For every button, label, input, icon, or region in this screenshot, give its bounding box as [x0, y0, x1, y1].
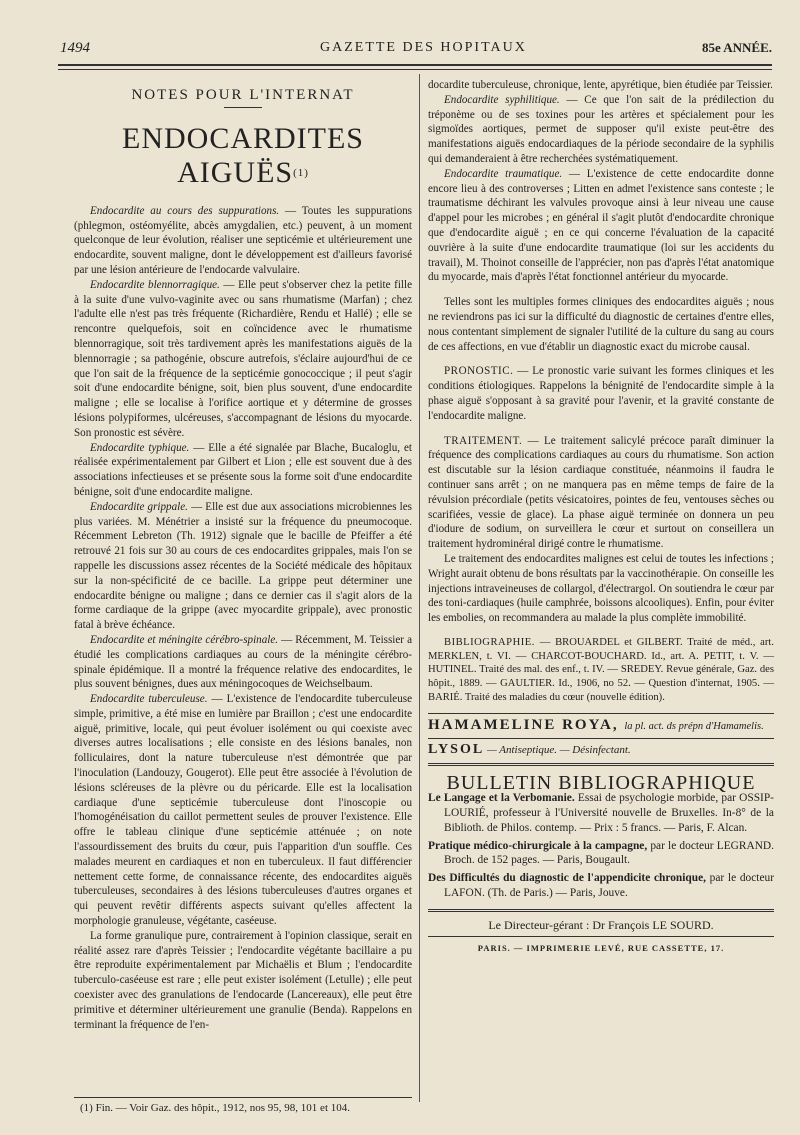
spacer [428, 285, 774, 295]
paragraph-text: La forme granulique pure, contrairement à l'opinion classique, serait en réalité assez rare d'après Teissier ; l'endocardite végétante bacillaire a pu être reproduite expérimentalement par Michaëlis et Blum ; l'endocardite tuberculo-caséeuse est rare ; elle peut exister isolément (Letulle) ; elle peut coexister avec des granulations de l'endocarde (Lancereaux), elle peut être primitive et déterminer ultérieurement une granulie (Benda). Rappelons en terminant la fréquence de l'en- [74, 929, 412, 1031]
paragraph-lead: Endocardite et méningite cérébro-spinale. [90, 633, 279, 646]
paragraph-lead: Endocardite syphilitique. [444, 93, 560, 106]
column-divider [419, 74, 420, 1102]
paragraph-pronostic [428, 364, 774, 423]
ad-hamameline-name: HAMAMELINE ROYA, [428, 716, 619, 733]
spacer [428, 424, 774, 434]
bulletin-entry [428, 839, 774, 869]
paragraph-bibliographie [428, 636, 774, 705]
ad-lysol-name: LYSOL [428, 741, 485, 757]
paragraph-traitement-malignes [428, 552, 774, 626]
footnote-rule [74, 1097, 412, 1098]
article-title-text: ENDOCARDITES AIGUËS [122, 121, 364, 189]
paragraph-traumatique [428, 167, 774, 285]
bulletin-title: BULLETIN BIBLIOGRAPHIQUE [446, 772, 756, 795]
paragraph-traitement [428, 434, 774, 552]
paragraph-text: — Récemment, M. Teissier a étudié les complications cardiaques au cours de la méningite cérébro-spinale épidémique. Il a montré la fréquence relative des endocardites, le plus souvent bénignes, dues aux méningocoques de Weichselbaum. [74, 633, 412, 691]
paragraph-syphilitique [428, 93, 774, 167]
double-rule [428, 763, 774, 766]
entry-text: par le docteur LAFON. (Th. de Paris.) — Paris, Jouve. [444, 872, 774, 900]
ad-hamameline [428, 718, 774, 735]
entry-title: Des Difficultés du diagnostic de l'appendicite chronique, [428, 872, 706, 885]
spacer [428, 626, 774, 636]
journal-title: GAZETTE DES HOPITAUX [320, 40, 527, 55]
section-rule [224, 107, 262, 108]
entry-title: Pratique médico-chirurgicale à la campagne, [428, 839, 648, 852]
paragraph-suppurations [74, 204, 412, 278]
paragraph-continuation [428, 78, 774, 93]
paragraph-text: — Elle peut s'observer chez la petite fille à la suite d'une vulvo-vaginite avec ou sans rhumatisme (Marfan) ; chez l'adulte elle n'est pas très fréquente (Richardière, Rendu et Hallé) ; elle se rencontre quelquefois, soit en coïncidence avec le rhumatisme blennorragique, soit très tardivement après les manifestations aiguës de la blennorragie ; sa pathogénie, obscure autrefois, s'éclaire aujourd'hui de ce que l'on sait de la fréquence de la septicémie gonococcique ; il peut s'agir soit d'une endocardite bénigne, soit, bien plus souvent, d'une endocardite maligne ; elle se localise à l'orifice aortique et y détermine de grosses lésions polypiformes, ulcéreuses, s'accompagnant de lésions du myocarde. Son pronostic est sévère. [74, 278, 412, 439]
double-rule [428, 909, 774, 912]
paragraph-summary [428, 295, 774, 354]
entry-text: par le docteur LEGRAND. Broch. de 152 pages. — Paris, Bougault. [444, 839, 775, 867]
running-head [60, 38, 772, 64]
paragraph-text: — Toutes les suppurations (phlegmon, ostéomyélite, abcès amygdalien, etc.) peuvent, à un moment quelconque de leur évolution, réaliser une septicémie et ultérieurement une endocardite, souvent maligne, dont le développement est d'ailleurs favorisé par une lésion antérieure de l'endocarde valvulaire. [74, 204, 412, 276]
printer-rule [428, 936, 774, 937]
title-footnote-marker: (1) [293, 166, 309, 179]
paragraph-lead: Endocardite blennorragique. [90, 278, 220, 291]
paragraph-lead: Endocardite grippale. [90, 500, 188, 513]
paragraph-granulique [74, 929, 412, 1033]
director-line: Le Directeur-gérant : Dr François LE SOURD. [488, 917, 714, 932]
paragraph-lead: PRONOSTIC. [444, 365, 514, 378]
paragraph-grippale [74, 500, 412, 633]
paragraph-text: — Le pronostic varie suivant les formes cliniques et les conditions étiologiques. Rappelons la bénignité de l'endocardite simple à la phase aiguë s'opposant à sa gravité pour l'avenir, et la gravité constante de l'endocardite maligne. [428, 365, 774, 422]
right-column [428, 78, 774, 955]
page-number: 1494 [60, 40, 90, 56]
paragraph-typhique [74, 441, 412, 500]
left-column [74, 88, 412, 1032]
ad-lysol [428, 743, 774, 758]
paragraph-lead: Endocardite traumatique. [444, 167, 563, 180]
ad-rule [428, 738, 774, 739]
paragraph-lead: BIBLIOGRAPHIE. [444, 636, 535, 648]
paragraph-blennorragique [74, 278, 412, 441]
paragraph-text: — L'existence de cette endocardite donne encore lieu à des controverses ; Litten en admet l'existence sans conteste ; le traumatisme déchirant les valvules provoque ainsi à leur niveau une cause d'appel pour les microbes ; en général il s'agit plutôt d'endocardite chronique que d'endocardite aiguë ; en ce qui concerne l'évaluation de la capacité ouvrière à la suite d'une endocardite traumatique (loi sur les accidents du travail), M. Thoinot conseille de l'apprécier, non pas d'après l'état anatomique du myocarde, mais d'après l'état fonctionnel antérieur du myocarde. [428, 167, 774, 284]
footnote: (1) Fin. — Voir Gaz. des hôpit., 1912, nos 95, 98, 101 et 104. [80, 1102, 350, 1114]
paragraph-lead: Endocardite typhique. [90, 441, 190, 454]
bulletin-entry [428, 871, 774, 901]
paragraph-text: Le traitement des endocardites malignes est celui de toutes les infections ; Wright aurait obtenu de bons résultats par la vaccinothérapie. On conseille les injections intraveineuses de collargol, d'électrargol. On soutiendra le cœur par des toni-cardiaques (huile camphrée, boissons alcooliques). Enfin, pour éviter les embolies, on recommandera au malade la plus complète immobilité. [428, 552, 774, 625]
year-label: 85e ANNÉE. [701, 40, 772, 55]
ad-lysol-desc: — Antiseptique. — Désinfectant. [484, 743, 631, 756]
entry-text: Essai de psychologie morbide, par OSSIP-LOURIÉ, professeur à l'Université nouvelle de Bruxelles. In-8° de la Biblioth. de Philos. contemp. — Prix : 5 francs. — Paris, F. Alcan. [444, 792, 774, 834]
paragraph-text: — Elle a été signalée par Blache, Bucaloglu, et réalisée expérimentalement par Gilbert et Lion ; elle est souvent due à des associations infectieuses et se présente sous la forme soit d'une endocardite bénigne, soit d'une endocardite maligne. [74, 441, 412, 498]
paragraph-text: — Le traitement salicylé précoce paraît diminuer la fréquence des complications cardiaques au cours du rhumatisme. Son action est discutable sur la lésion cardiaque constituée, néanmoins il faudra le continuer sans arrêt ; on ne manquera pas en même temps de faire de la révulsion précordiale (petits vésicatoires, pointes de feu, ventouses sèches ou scarifiées, vessie de glace). La phase aiguë terminée on donnera un peu d'iodure de sodium, on surveillera le cœur et surtout on conseillera un traitement hydrominéral dirigé contre le rhumatisme. [428, 434, 774, 551]
paragraph-text: — Elle est due aux associations microbiennes les plus variées. M. Ménétrier a insisté sur la fréquence du pneumocoque. Récemment Lebreton (Th. 1912) signale que le bacille de Pfeiffer a été retrouvé 21 fois sur 30 au cours de ces endocardites grippales, mais l'on se rappelle les discussions assez récentes de la Société médicale des hôpitaux sur la non-spécificité de ce bacille. La grippe peut déterminer une endocardite bénigne ou maligne ; dans ce dernier cas il s'agit alors de la forme cardiaque de la grippe (avec myocardite grippale), avec pronostic fatal à brève échéance. [74, 500, 412, 632]
paragraph-tuberculeuse [74, 692, 412, 929]
entry-title: Le Langage et la Verbomanie. [428, 792, 575, 805]
header-rule-thin [58, 69, 772, 70]
paragraph-lead: Endocardite tuberculeuse. [90, 693, 208, 706]
paragraph-lead: Endocardite au cours des suppurations. [90, 204, 280, 217]
paragraph-meningite [74, 633, 412, 692]
paragraph-text: docardite tuberculeuse, chronique, lente, apyrétique, bien étudiée par Teissier. [428, 79, 773, 91]
paragraph-text: Telles sont les multiples formes cliniques des endocardites aiguës ; nous ne reviendrons pas ici sur la difficulté du diagnostic de certaines d'entre elles, nous contentant simplement de signaler l'utilité de la culture du sang au cours de ces affections, en vue d'établir un diagnostic exact du microbe causal. [428, 296, 774, 353]
article-title [74, 122, 412, 190]
spacer [428, 354, 774, 364]
paragraph-text: — BROUARDEL et GILBERT. Traité de méd., art. MERKLEN, t. VI. — CHARCOT-BOUCHARD. Id., art. A. PETIT, t. V. — HUTINEL. Traité des mal. des enf., t. IV. — SREDEY. Revue générale, Gaz. des hôpit., 1889. — GAULTIER. Id., 1906, no 52. — Question d'internat, 1905. — BARIÉ. Traité des maladies du cœur (nouvelle édition). [428, 636, 774, 704]
paragraph-text: — L'existence de l'endocardite tuberculeuse simple, primitive, a été mise en lumière par Braillon ; c'est une endocardite aiguë, primitive, locale, qui peut évoluer isolément ou qui coexiste avec diverses autres localisations ; elle consiste en des lésions banales, non folliculaires, dont la nature tuberculeuse n'est démontrée que par l'inoculation (Landouzy, Gougerot). Elle peut être associée à l'évolution de lésions scléreuses de la plèvre ou du péricarde. Elle est la localisation cardiaque d'une septicémie tuberculeuse dont l'inoscopie ou l'homogénéisation du caillot permettent seules de prouver l'existence. Elle offre le tableau clinique d'une septicémie atténuée ; on note l'assourdissement des bruits du cœur, puis l'apparition d'un souffle. Ces malades meurent en cardiaques et non en tuberculeux. Il faut différencier nettement cette forme, de connaissance récente, des endocardites aiguës tuberculeuses, secondaires à des lésions tuberculeuses d'autres organes et qui peuvent revêtir différents aspects suivant qu'elles affectent la morphologie granuleuse, végétante, caséeuse. [74, 693, 412, 928]
printer-line: PARIS. — IMPRIMERIE LEVÉ, RUE CASSETTE, 17. [477, 942, 725, 953]
ad-rule [428, 713, 774, 714]
header-rule [58, 64, 772, 66]
paragraph-lead: TRAITEMENT. [444, 434, 523, 447]
ad-hamameline-desc: la pl. act. ds prépn d'Hamamelis. [624, 720, 764, 732]
paragraph-text: — Ce que l'on sait de la prédilection du tréponème ou de ses toxines pour les artères et spécialement pour les sigmoïdes aortiques, permet de supposer qu'il existe peut-être des manifestations aiguës endocardiaques de la période secondaire de la syphilis qui demanderaient à être recherchées systématiquement. [428, 93, 774, 165]
bulletin-entry [428, 791, 774, 835]
section-title: NOTES POUR L'INTERNAT [131, 87, 355, 103]
